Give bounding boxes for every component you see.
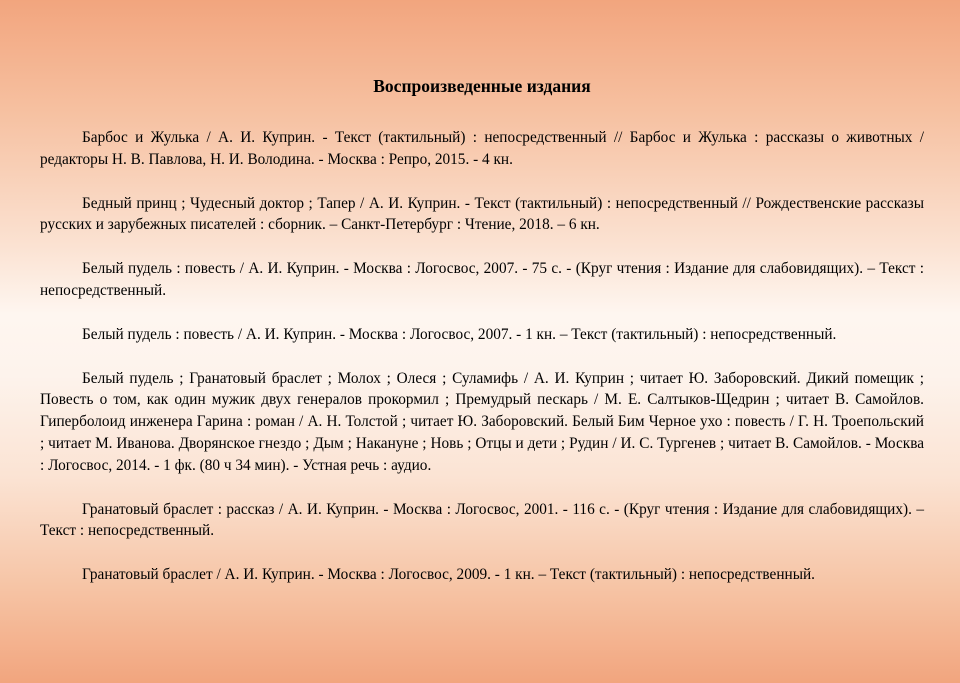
- bibliography-entry: Бедный принц ; Чудесный доктор ; Тапер / А. И. Куприн. - Текст (тактильный) : непосредственный // Рождественские рассказы русских и зарубежных писателей : сборник. – Санкт-Петербург : Чтение, 2018. – 6 кн.: [40, 194, 924, 234]
- bibliography-list: [40, 127, 924, 608]
- bibliography-entry: Гранатовый браслет / А. И. Куприн. - Москва : Логосвос, 2009. - 1 кн. – Текст (тактильный) : непосредственный.: [82, 566, 815, 584]
- bibliography-entry: Белый пудель ; Гранатовый браслет ; Молох ; Олеся ; Суламифь / А. И. Куприн ; читает Ю. Заборовский. Дикий помещик ; Повесть о том, как один мужик двух генералов прокормил ; Премудрый пескарь / М. Е. Салтыков-Щедрин ; читает В. Самойлов. Гиперболоид инженера Гарина : роман / А. Н. Толстой ; читает Ю. Заборовский. Белый Бим Черное ухо : повесть / Г. Н. Троепольский ; читает М. Иванова. Дворянское гнездо ; Дым ; Накануне ; Новь ; Отцы и дети ; Рудин / И. С. Тургенев ; читает В. Самойлов. - Москва : Логосвос, 2014. - 1 фк. (80 ч 34 мин). - Устная речь : аудио.: [40, 369, 924, 474]
- bibliography-entry: Белый пудель : повесть / А. И. Куприн. - Москва : Логосвос, 2007. - 1 кн. – Текст (тактильный) : непосредственный.: [82, 325, 837, 343]
- bibliography-entry: Белый пудель : повесть / А. И. Куприн. - Москва : Логосвос, 2007. - 75 с. - (Круг чтения : Издание для слабовидящих). – Текст : непосредственный.: [40, 260, 924, 299]
- bibliography-entry: Барбос и Жулька / А. И. Куприн. - Текст (тактильный) : непосредственный // Барбос и Жулька : рассказы о животных / редакторы Н. В. Павлова, Н. И. Володина. - Москва : Репро, 2015. - 4 кн.: [40, 129, 924, 168]
- page-title: Воспроизведенные издания: [373, 76, 591, 96]
- bibliography-entry: Гранатовый браслет : рассказ / А. И. Куприн. - Москва : Логосвос, 2001. - 116 с. - (Круг чтения : Издание для слабовидящих). – Текст : непосредственный.: [40, 500, 924, 540]
